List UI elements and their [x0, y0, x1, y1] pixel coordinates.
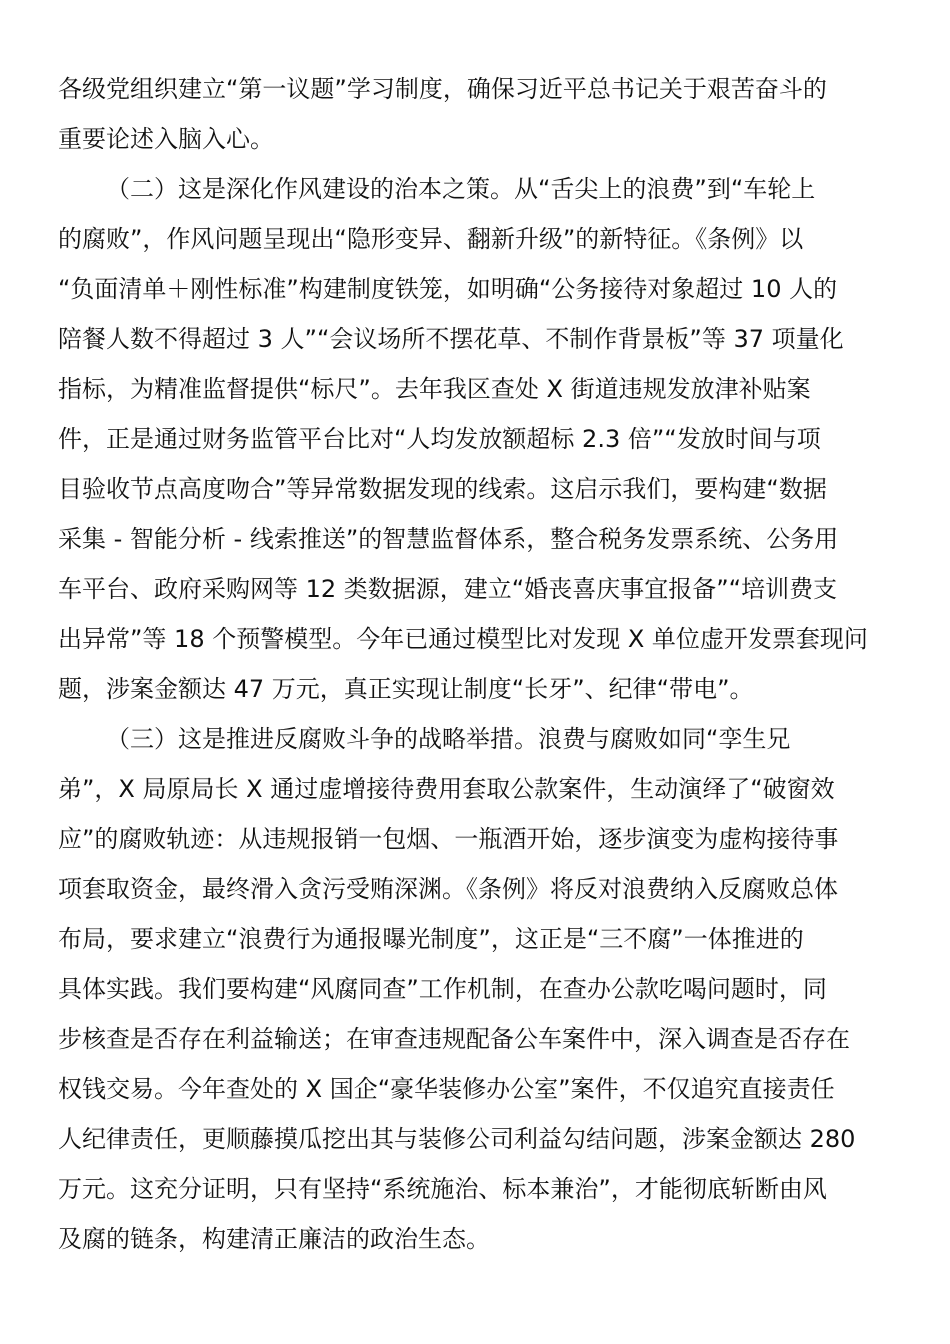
text-line: 权钱交易。今年查处的 X 国企“豪华装修办公室”案件，不仅追究直接责任	[58, 1075, 835, 1103]
text-line: 人纪律责任，更顺藤摸瓜挖出其与装修公司利益勾结问题，涉案金额达 280	[58, 1125, 856, 1153]
text-line: 采集 - 智能分析 - 线索推送”的智慧监督体系，整合税务发票系统、公务用	[58, 525, 839, 553]
text-line: 弟”，X 局原局长 X 通过虚增接待费用套取公款案件，生动演绎了“破窗效	[58, 775, 835, 803]
text-line: 应”的腐败轨迹：从违规报销一包烟、一瓶酒开始，逐步演变为虚构接待事	[58, 825, 839, 853]
text-line: （二）这是深化作风建设的治本之策。从“舌尖上的浪费”到“车轮上	[106, 175, 816, 203]
text-line: 件，正是通过财务监管平台比对“人均发放额超标 2.3 倍”“发放时间与项	[58, 425, 821, 453]
text-line: 题，涉案金额达 47 万元，真正实现让制度“长牙”、纪律“带电”。	[58, 675, 754, 703]
text-line: 项套取资金，最终滑入贪污受贿深渊。《条例》将反对浪费纳入反腐败总体	[58, 875, 838, 903]
text-line: “负面清单＋刚性标准”构建制度铁笼，如明确“公务接待对象超过 10 人的	[58, 275, 838, 303]
text-line: 车平台、政府采购网等 12 类数据源，建立“婚丧喜庆事宜报备”“培训费支	[58, 575, 838, 603]
text-line: 及腐的链条，构建清正廉洁的政治生态。	[58, 1225, 490, 1253]
text-line: 的腐败”，作风问题呈现出“隐形变异、翻新升级”的新特征。《条例》以	[58, 225, 804, 253]
text-line: 陪餐人数不得超过 3 人”“会议场所不摆花草、不制作背景板”等 37 项量化	[58, 325, 844, 353]
text-line: 各级党组织建立“第一议题”学习制度，确保习近平总书记关于艰苦奋斗的	[58, 75, 827, 103]
document-body	[58, 64, 893, 1264]
text-line: 具体实践。我们要构建“风腐同查”工作机制，在查办公款吃喝问题时，同	[58, 975, 827, 1003]
text-line: 布局，要求建立“浪费行为通报曝光制度”，这正是“三不腐”一体推进的	[58, 925, 804, 953]
text-line: （三）这是推进反腐败斗争的战略举措。浪费与腐败如同“孪生兄	[106, 725, 791, 753]
text-line: 步核查是否存在利益输送；在审查违规配备公车案件中，深入调查是否存在	[58, 1025, 850, 1053]
text-line: 出异常”等 18 个预警模型。今年已通过模型比对发现 X 单位虚开发票套现问	[58, 625, 868, 653]
text-line: 目验收节点高度吻合”等异常数据发现的线索。这启示我们，要构建“数据	[58, 475, 827, 503]
text-line: 指标，为精准监督提供“标尺”。去年我区查处 X 街道违规发放津补贴案	[58, 375, 811, 403]
text-line: 万元。这充分证明，只有坚持“系统施治、标本兼治”，才能彻底斩断由风	[58, 1175, 827, 1203]
text-line: 重要论述入脑入心。	[58, 125, 274, 153]
